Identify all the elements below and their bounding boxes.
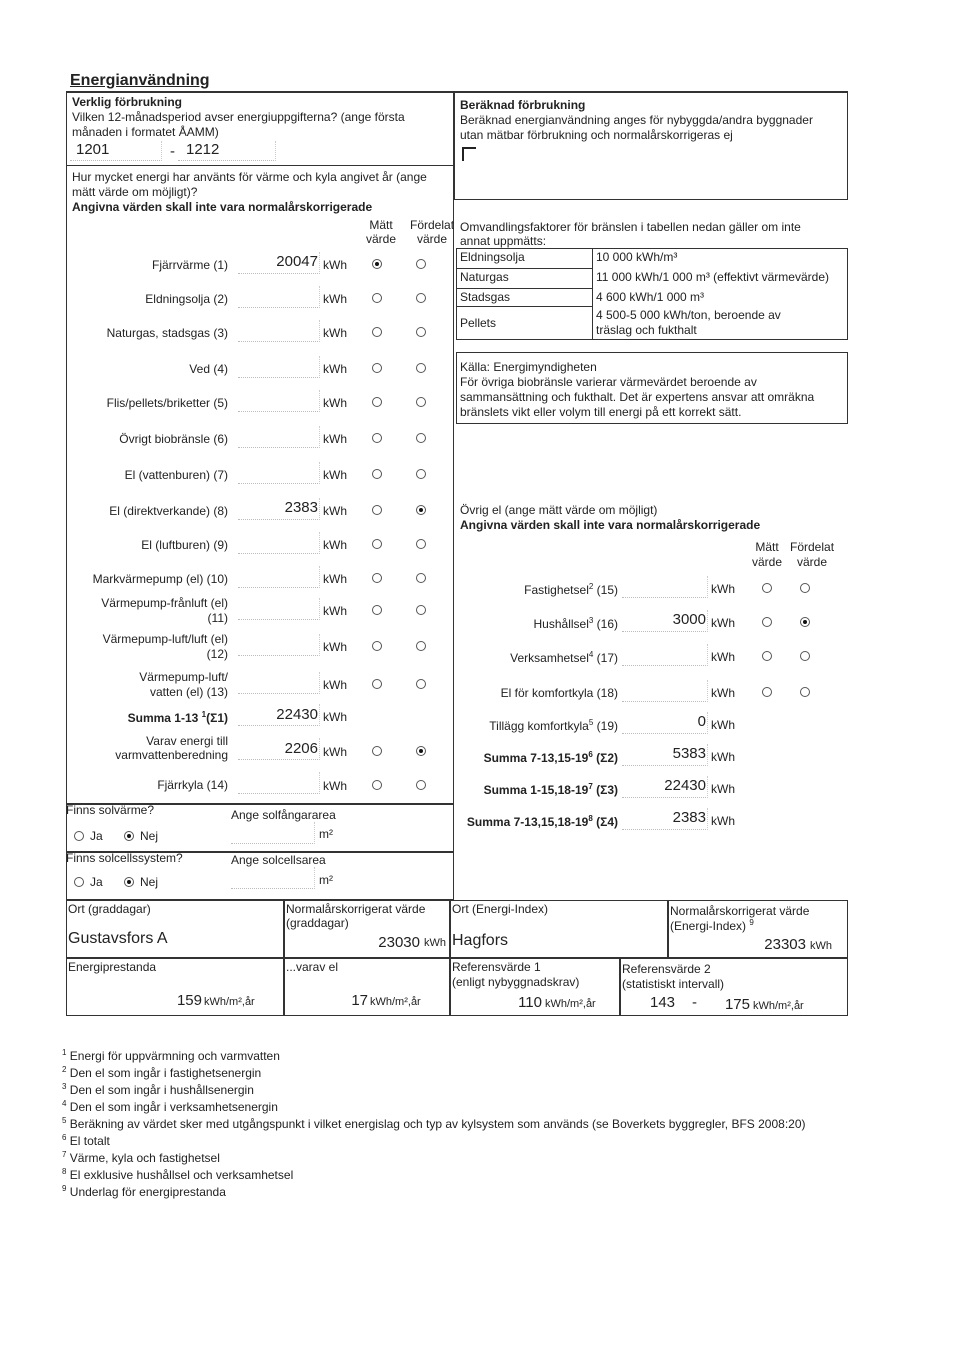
ovrig-value: 3000: [672, 611, 706, 628]
energy-row-label-text: Värmepump-luft/luft (el): [102, 632, 228, 646]
solcell-ja-radio[interactable]: [74, 877, 84, 887]
energy-row-label: [60, 362, 228, 377]
ovrig-row-label-text: Fastighetsel: [524, 583, 589, 597]
ovrig-measured-radio[interactable]: [762, 687, 772, 697]
ovrig-distributed-radio[interactable]: [800, 651, 810, 661]
footnote-text: El exklusive hushållsel och verksamhetsel: [69, 1168, 294, 1182]
energy-row-label-text: Övrigt biobränsle (6): [119, 432, 228, 446]
kalla-line1: Källa: Energimyndigheten: [460, 360, 597, 374]
varav-distributed-radio[interactable]: [416, 746, 426, 756]
footnote: [62, 1065, 261, 1080]
measured-radio[interactable]: [372, 505, 382, 515]
measured-radio[interactable]: [372, 679, 382, 689]
solcell-area-label: Ange solcellsarea: [231, 853, 326, 867]
ort-index-label: Ort (Energi-Index): [452, 902, 549, 916]
measured-radio[interactable]: [372, 539, 382, 549]
ovrig-sum-label: [440, 718, 618, 733]
varav-value: 2206: [284, 740, 318, 757]
measured-radio[interactable]: [372, 469, 382, 479]
energy-value-field[interactable]: [238, 566, 320, 588]
ovrig-row-num: (15): [596, 583, 618, 597]
footnote-text: Beräkning av värdet sker med utgångspunkt i vilket energislag och typ av kylsystem som används (se Boverkets byggregler, BFS 2008:20): [69, 1117, 806, 1131]
energy-row-label: [60, 596, 228, 626]
summa-1-13-unit: kWh: [323, 710, 347, 724]
energy-row-label-text: Markvärmepump (el) (10): [92, 572, 228, 586]
fuel-name: Pellets: [460, 316, 497, 330]
col-matt-1: Mätt: [369, 218, 393, 232]
omvandling-row-rule: [456, 306, 592, 307]
footnote-number: 8: [62, 1167, 67, 1176]
distributed-radio[interactable]: [416, 293, 426, 303]
footnote-text: Värme, kyla och fastighetsel: [69, 1151, 220, 1165]
ref2-dash: -: [692, 994, 697, 1011]
ovrig-row-label: [470, 650, 618, 665]
varav-label2: varmvattenberedning: [115, 748, 228, 762]
ovrig-col-fordelat: [790, 540, 834, 570]
omvandling-intro1: Omvandlingsfaktorer för bränslen i tabellen nedan gäller om inte: [460, 220, 801, 234]
varav-label1: Varav energi till: [146, 734, 228, 748]
distributed-radio[interactable]: [416, 641, 426, 651]
distributed-radio[interactable]: [416, 573, 426, 583]
ovrig-distributed-radio[interactable]: [800, 617, 810, 627]
fjarrkyla-field[interactable]: [238, 772, 320, 794]
fjarrkyla-distributed-radio[interactable]: [416, 780, 426, 790]
energy-unit: kWh: [323, 604, 347, 618]
ovrig-sum-unit: kWh: [711, 782, 735, 796]
omvandling-row-rule: [456, 268, 592, 269]
col-fordelat-header: [410, 218, 454, 246]
solvarme-ja-label: Ja: [90, 829, 103, 843]
ref1-value: 110: [518, 994, 542, 1011]
footnote: [62, 1099, 278, 1114]
period-start-value: 1201: [76, 141, 110, 158]
energy-value: 2383: [284, 499, 318, 516]
norm-graddagar-value: 23030: [378, 934, 420, 951]
energy-unit: kWh: [323, 504, 347, 518]
energiprestanda-unit: kWh/m²,år: [204, 996, 255, 1008]
summa-1-13-suffix: (Σ1): [206, 711, 228, 725]
col-fordelat-1: Fördelat: [410, 218, 455, 232]
beraknad-checkbox[interactable]: [462, 147, 476, 161]
energy-unit: kWh: [323, 362, 347, 376]
kalla-line4: bränslets vikt eller volym till energi på ett korrekt sätt.: [460, 405, 742, 419]
norm-graddagar-label1: Normalårskorrigerat värde: [286, 902, 426, 916]
distributed-radio[interactable]: [416, 539, 426, 549]
ovrig-distributed-radio[interactable]: [800, 583, 810, 593]
energy-value-field[interactable]: [238, 634, 320, 656]
norm-index-label2-text: (Energi-Index): [670, 919, 747, 933]
ovrig-value-field[interactable]: [622, 576, 708, 598]
fuel-factor: [596, 308, 781, 338]
ovrig-sum-value: 2383: [672, 809, 706, 826]
ovrig-measured-radio[interactable]: [762, 617, 772, 627]
period-rule: [66, 165, 454, 166]
ovrig-sum-num: (Σ4): [596, 815, 618, 829]
measured-radio[interactable]: [372, 605, 382, 615]
varav-el-value: 17: [351, 992, 368, 1009]
ovrig-sum-sup: 6: [588, 750, 593, 759]
summa-1-13-label: [100, 710, 228, 725]
omvandling-col-rule: [592, 248, 593, 340]
varav-unit: kWh: [323, 745, 347, 759]
energy-row-label: [60, 326, 228, 341]
how-much-line1: Hur mycket energi har använts för värme och kyla angivet år (ange: [72, 170, 427, 184]
page-title: Energianvändning: [70, 72, 210, 89]
footnote-number: 3: [62, 1082, 67, 1091]
energy-unit: kWh: [323, 640, 347, 654]
ovrig-sum-label-text: Summa 7-13,15-19: [483, 751, 589, 765]
ovrig-row-label-text: Verksamhetsel: [510, 651, 589, 665]
energy-value-field[interactable]: [238, 356, 320, 378]
ovrig-value-field[interactable]: [622, 644, 708, 666]
kalla-line2: För övriga biobränsle varierar värmevärdet beroende av: [460, 375, 757, 389]
ovrig-sum-num: (Σ3): [596, 783, 618, 797]
ovrig-row-sup: 4: [588, 650, 594, 659]
measured-radio[interactable]: [372, 259, 382, 269]
footnote-text: Underlag för energiprestanda: [69, 1185, 226, 1199]
ort-index-value: Hagfors: [452, 932, 509, 949]
solcell-ja-label: Ja: [90, 875, 103, 889]
energy-row-label-num: (11): [207, 611, 228, 625]
period-question-line1: Vilken 12-månadsperiod avser energiuppgifterna? (ange första: [72, 110, 405, 124]
solcell-area-field[interactable]: [231, 867, 315, 889]
energy-value: 20047: [276, 253, 318, 270]
measured-radio[interactable]: [372, 397, 382, 407]
footnote: [62, 1048, 280, 1063]
col-matt-header: [366, 218, 396, 246]
fjarrkyla-label: Fjärrkyla (14): [157, 778, 228, 792]
energy-value-field[interactable]: [238, 462, 320, 484]
footnote-number: 9: [62, 1184, 67, 1193]
fuel-factor-text: 10 000 kWh/m³: [596, 250, 678, 264]
footnote: [62, 1133, 110, 1148]
energy-value-field[interactable]: [238, 286, 320, 308]
solvarme-area-field[interactable]: [231, 822, 315, 844]
ref2-label2: (statistiskt intervall): [622, 977, 725, 991]
ovrig-sum-sup: 5: [588, 718, 594, 727]
ovrig-sum-sup: 8: [588, 814, 593, 823]
distributed-radio[interactable]: [416, 433, 426, 443]
norm-index-sup: 9: [749, 918, 754, 927]
ovrig-el-note: Angivna värden skall inte vara normalårskorrigerade: [460, 518, 761, 532]
ovrig-unit: kWh: [711, 616, 735, 630]
energy-row-label: [60, 258, 228, 273]
energy-row-label-text: El (direktverkande) (8): [109, 504, 228, 518]
footnote-number: 4: [62, 1099, 67, 1108]
ovrig-sum-value: 5383: [672, 745, 706, 762]
energy-row-label: [60, 432, 228, 447]
distributed-radio[interactable]: [416, 605, 426, 615]
ovrig-unit: kWh: [711, 650, 735, 664]
energy-value-field[interactable]: [238, 390, 320, 412]
ovrig-col-matt-1: Mätt: [755, 540, 779, 554]
ovrig-el-heading: Övrig el (ange mätt värde om möjligt): [460, 503, 658, 517]
ovrig-sum-value: 0: [697, 713, 706, 730]
ovrig-sum-num: (Σ2): [596, 751, 618, 765]
measured-radio[interactable]: [372, 363, 382, 373]
energy-row-label-text: Fjärrvärme (1): [151, 258, 228, 272]
ref1-label1: Referensvärde 1: [452, 960, 541, 974]
energy-row-label: [60, 538, 228, 553]
fuel-factor-text2: träslag och fukthalt: [596, 323, 697, 337]
ovrig-unit: kWh: [711, 686, 735, 700]
footnote: [62, 1150, 220, 1165]
norm-index-unit: kWh: [810, 940, 832, 952]
footnote-number: 7: [62, 1150, 67, 1159]
ovrig-col-fordelat-2: värde: [797, 555, 828, 569]
ovrig-value-field[interactable]: [622, 680, 708, 702]
ref1-unit: kWh/m²,år: [545, 998, 596, 1010]
solcell-nej-label: Nej: [140, 875, 159, 889]
footnote: [62, 1116, 806, 1131]
ovrig-unit: kWh: [711, 582, 735, 596]
omvandling-row-rule: [456, 288, 592, 289]
energy-row-label: [60, 504, 228, 519]
energy-row-label-text: Naturgas, stadsgas (3): [106, 326, 228, 340]
distributed-radio[interactable]: [416, 327, 426, 337]
energy-value-field[interactable]: [238, 672, 320, 694]
varav-el-unit: kWh/m²,år: [370, 996, 421, 1008]
measured-radio[interactable]: [372, 573, 382, 583]
solvarme-area-label: Ange solfångararea: [231, 808, 336, 822]
ovrig-sum-sup: 7: [588, 782, 593, 791]
energy-value-field[interactable]: [238, 532, 320, 554]
ovrig-sum-label-text: Summa 7-13,15,18-19: [466, 815, 589, 829]
solvarme-question: Finns solvärme?: [66, 803, 155, 817]
solvarme-area-unit: m²: [319, 827, 333, 841]
ovrig-col-matt-2: värde: [752, 555, 783, 569]
col-matt-2: värde: [366, 232, 397, 246]
energy-unit: kWh: [323, 572, 347, 586]
energy-unit: kWh: [323, 678, 347, 692]
summa-1-13-text: Summa 1-13: [127, 711, 199, 725]
energy-unit: kWh: [323, 538, 347, 552]
norm-graddagar-unit: kWh: [424, 937, 446, 949]
energy-unit: kWh: [323, 292, 347, 306]
ovrig-sum-unit: kWh: [711, 718, 735, 732]
distributed-radio[interactable]: [416, 469, 426, 479]
energy-value-field[interactable]: [238, 426, 320, 448]
footnote: [62, 1167, 293, 1182]
col-fordelat-2: värde: [417, 232, 448, 246]
beraknad-heading: Beräknad förbrukning: [460, 98, 586, 112]
period-end-value: 1212: [186, 141, 220, 158]
footnote: [62, 1082, 254, 1097]
ovrig-sum-unit: kWh: [711, 814, 735, 828]
ovrig-sum-num: (19): [596, 719, 618, 733]
energy-row-label-text: Eldningsolja (2): [145, 292, 228, 306]
footnote-number: 2: [62, 1065, 67, 1074]
ovrig-measured-radio[interactable]: [762, 651, 772, 661]
footnote-text: Den el som ingår i verksamhetsenergin: [69, 1100, 278, 1114]
measured-radio[interactable]: [372, 327, 382, 337]
measured-radio[interactable]: [372, 641, 382, 651]
ovrig-row-num: (16): [596, 617, 618, 631]
fuel-name: Naturgas: [460, 270, 509, 284]
not-normalized-note: Angivna värden skall inte vara normalårskorrigerade: [72, 200, 373, 214]
energy-row-label-text: Ved (4): [189, 362, 228, 376]
energy-row-label: [60, 292, 228, 307]
fuel-name: Stadsgas: [460, 290, 511, 304]
ovrig-row-label: [470, 582, 618, 597]
ovrig-row-num: (17): [596, 651, 618, 665]
distributed-radio[interactable]: [416, 259, 426, 269]
norm-index-value: 23303: [764, 936, 806, 953]
summa-1-13-sup: 1: [201, 710, 207, 719]
energy-row-label: [60, 632, 228, 662]
footnote-text: Den el som ingår i fastighetsenergin: [69, 1066, 262, 1080]
ref1-label2: (enligt nybyggnadskrav): [452, 975, 580, 989]
energiprestanda-label: Energiprestanda: [68, 960, 157, 974]
energy-row-label: [60, 396, 228, 411]
omvandling-intro2: annat uppmätts:: [460, 234, 547, 248]
norm-index-label2: [670, 918, 754, 933]
how-much-line2: mätt värde om möjligt)?: [72, 185, 198, 199]
norm-index-label1: Normalårskorrigerat värde: [670, 904, 810, 918]
energy-unit: kWh: [323, 396, 347, 410]
ovrig-row-label-text: Hushållsel: [533, 617, 589, 631]
verklig-heading: Verklig förbrukning: [72, 95, 183, 109]
footnote-number: 5: [62, 1116, 67, 1125]
energy-row-label-num: vatten (el) (13): [149, 685, 228, 699]
ovrig-sum-value: 22430: [664, 777, 706, 794]
energy-row-label: [60, 468, 228, 483]
fuel-factor-text: 4 500-5 000 kWh/ton, beroende av: [596, 308, 781, 322]
energy-unit: kWh: [323, 468, 347, 482]
energy-row-label-num: (12): [206, 647, 228, 661]
footnote-text: Energi för uppvärmning och varmvatten: [69, 1049, 280, 1063]
distributed-radio[interactable]: [416, 505, 426, 515]
distributed-radio[interactable]: [416, 679, 426, 689]
ref2-high: 175: [724, 996, 750, 1013]
beraknad-text2: utan mätbar förbrukning och normalårskorrigeras ej: [460, 128, 733, 142]
ovrig-row-label: [470, 686, 618, 700]
fjarrkyla-measured-radio[interactable]: [372, 780, 382, 790]
ovrig-row-sup: 2: [588, 582, 594, 591]
ovrig-row-label-text: El för komfortkyla (18): [500, 686, 618, 700]
solcell-question: Finns solcellssystem?: [66, 851, 183, 865]
ovrig-row-label: [470, 616, 618, 631]
fuel-factor: [596, 270, 829, 285]
energy-value-field[interactable]: [238, 598, 320, 620]
energy-row-label-text: Värmepump-frånluft (el): [101, 596, 228, 610]
ovrig-sum-label: [440, 750, 618, 765]
ovrig-sum-label: [440, 782, 618, 797]
varav-label: [80, 734, 228, 762]
fuel-factor-text: 11 000 kWh/1 000 m³ (effektivt värmevärde): [596, 270, 829, 284]
ovrig-sum-label-text: Tillägg komfortkyla: [489, 719, 589, 733]
ovrig-sum-unit: kWh: [711, 750, 735, 764]
ref2-label1: Referensvärde 2: [622, 962, 711, 976]
footnote-text: El totalt: [69, 1134, 110, 1148]
measured-radio[interactable]: [372, 433, 382, 443]
ref2-low: 143: [650, 994, 676, 1011]
ort-graddagar-label: Ort (graddagar): [68, 902, 151, 916]
measured-radio[interactable]: [372, 293, 382, 303]
fuel-name: Eldningsolja: [460, 250, 525, 264]
footnote: [62, 1184, 226, 1199]
energy-unit: kWh: [323, 258, 347, 272]
footnote-text: Den el som ingår i hushållsenergin: [69, 1083, 254, 1097]
energy-row-label-text: El (luftburen) (9): [141, 538, 228, 552]
fuel-factor: [596, 290, 704, 305]
solvarme-nej-radio[interactable]: [124, 831, 134, 841]
varav-el-label: ...varav el: [286, 960, 339, 974]
period-question-line2: månaden i formatet ÅAMM): [72, 125, 219, 139]
energiprestanda-value: 159: [176, 992, 202, 1009]
ovrig-sum-label-text: Summa 1-15,18-19: [483, 783, 589, 797]
energy-value-field[interactable]: [238, 320, 320, 342]
ref2-unit: kWh/m²,år: [753, 1000, 804, 1012]
energy-row-label: [60, 572, 228, 587]
norm-graddagar-label2: (graddagar): [286, 916, 349, 930]
energy-row-label: [60, 670, 228, 700]
footnote-number: 1: [62, 1048, 67, 1057]
summa-1-13-value: 22430: [276, 706, 318, 723]
distributed-radio[interactable]: [416, 363, 426, 373]
solcell-area-unit: m²: [319, 873, 333, 887]
ovrig-col-fordelat-1: Fördelat: [790, 540, 835, 554]
ovrig-sum-label: [440, 814, 618, 829]
energy-unit: kWh: [323, 432, 347, 446]
period-dash: -: [170, 143, 175, 160]
energy-unit: kWh: [323, 326, 347, 340]
footnote-number: 6: [62, 1133, 67, 1142]
ovrig-distributed-radio[interactable]: [800, 687, 810, 697]
solvarme-nej-label: Nej: [140, 829, 159, 843]
energy-row-label-text: El (vattenburen) (7): [124, 468, 228, 482]
fjarrkyla-unit: kWh: [323, 779, 347, 793]
beraknad-text1: Beräknad energianvändning anges för nybyggda/andra byggnader: [460, 113, 813, 127]
energy-row-label-text: Flis/pellets/briketter (5): [106, 396, 228, 410]
solcell-nej-radio[interactable]: [124, 877, 134, 887]
solvarme-ja-radio[interactable]: [74, 831, 84, 841]
ovrig-measured-radio[interactable]: [762, 583, 772, 593]
kalla-line3: sammansättning och fukthalt. Det är expertens ansvar att omräkna: [460, 390, 815, 404]
varav-measured-radio[interactable]: [372, 746, 382, 756]
fuel-factor: [596, 250, 677, 265]
distributed-radio[interactable]: [416, 397, 426, 407]
ovrig-col-matt: [752, 540, 782, 570]
fuel-factor-text: 4 600 kWh/1 000 m³: [596, 290, 705, 304]
energy-row-label-text: Värmepump-luft/: [139, 670, 228, 684]
ovrig-row-sup: 3: [588, 616, 594, 625]
ort-graddagar-value: Gustavsfors A: [68, 930, 168, 947]
